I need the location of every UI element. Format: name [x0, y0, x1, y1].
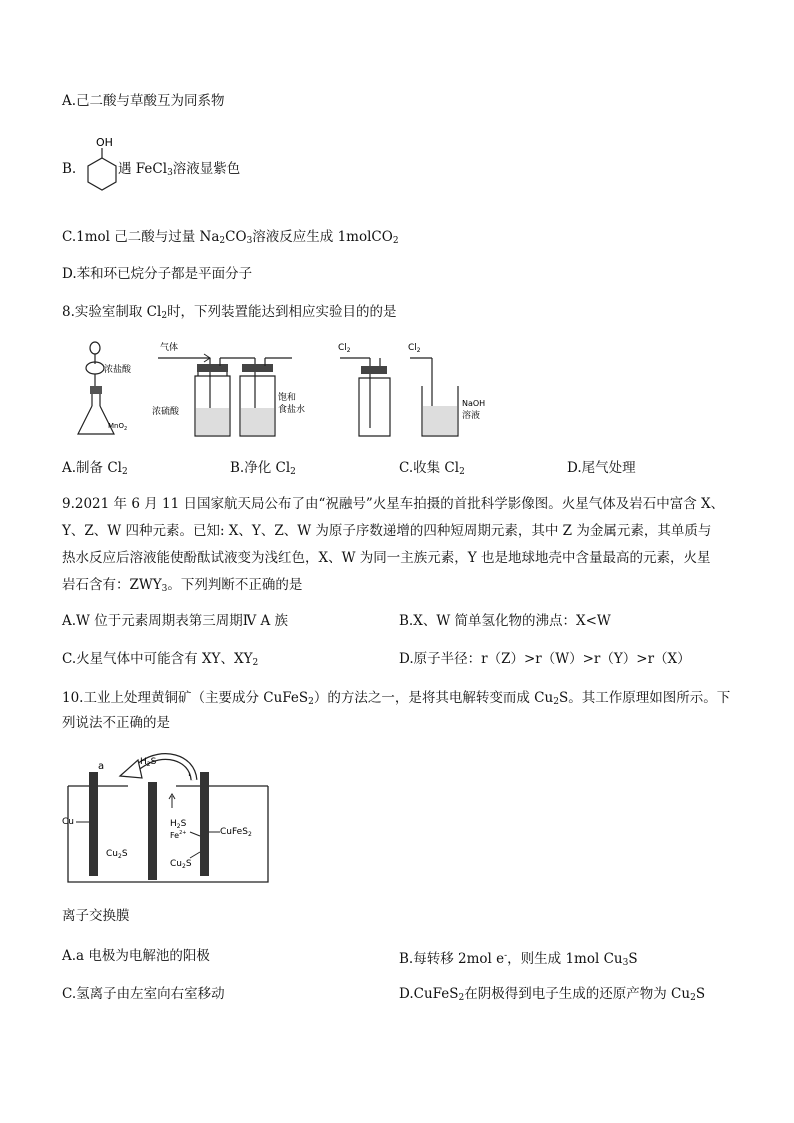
ion-exchange-membrane	[148, 782, 157, 880]
conc-hcl-label: 浓盐酸	[104, 365, 132, 375]
q10-option-a: A.a 电极为电解池的阳极	[62, 948, 210, 964]
electrode-b	[200, 772, 209, 876]
cu2s-left-label: $Cu_2S$	[106, 849, 128, 860]
q9-stem-line-3: 热水反应后溶液能使酚酞试液变为浅红色，X、W 为同一主族元素，Y 也是地球地壳中含量最高的元素，火星	[62, 550, 711, 566]
q10-membrane-caption: 离子交换膜	[62, 908, 130, 924]
q7-option-b: B.	[62, 161, 77, 177]
gas-washing-bottles	[152, 341, 305, 436]
q10-option-d: D.CuFeS$_2$在阴极得到电子生成的还原产物为 $Cu_2S$	[399, 986, 706, 1003]
cl2-label-1: $Cl_2$	[338, 343, 351, 354]
q9-stem-line-4: 岩石含有：$ZWY_3$。下列判断不正确的是	[62, 577, 303, 594]
conc-h2so4-label: 浓硫酸	[152, 407, 180, 417]
oh-label: OH	[96, 136, 113, 149]
electrode-a	[89, 772, 98, 876]
collection-bottle	[338, 343, 390, 436]
cufes2-label: CuFeS$_2$	[220, 827, 252, 838]
brine-label-1: 饱和	[278, 393, 297, 403]
q7-option-d: D.苯和环已烷分子都是平面分子	[62, 266, 253, 282]
q9-stem-line-2: Y、Z、W 四种元素。已知: X、Y、Z、W 为原子序数递增的四种短周期元素，其中 Z 为金属元素，其单质与	[62, 523, 712, 539]
cu-label: Cu	[62, 817, 74, 827]
mno2-label: MnO$_2$	[108, 422, 128, 432]
q10-electrolysis-figure	[62, 752, 282, 888]
cl2-label-2: $Cl_2$	[408, 343, 421, 354]
naoh-beaker	[408, 343, 485, 436]
q8-apparatus-figure	[70, 336, 500, 446]
cu2s-right-label: $Cu_2S$	[170, 859, 192, 870]
q10-stem-line-2: 列说法不正确的是	[62, 715, 170, 731]
h2s-top-label: $H_2S$	[140, 757, 157, 768]
q8-stem: 8.实验室制取 $Cl_2$时，下列装置能达到相应实验目的的是	[62, 304, 397, 321]
q7-option-b-text: 遇 FeCl$_3$溶液显紫色	[118, 161, 241, 178]
q9-option-d: D.原子半径：r（Z）>r（W）>r（Y）>r（X）	[399, 651, 691, 667]
electrode-b-label: b	[188, 768, 195, 779]
q9-stem-line-1: 9.2021 年 6 月 11 日国家航天局公布了由“祝融号”火星车拍摄的首批科学影像图。火星气体及岩石中富含 X、	[62, 496, 725, 512]
q9-option-b: B.X、W 简单氢化物的沸点：X<W	[399, 613, 611, 629]
q7-option-c: C.1mol 己二酸与过量 $Na_2CO_3$溶液反应生成 1molCO$_2$	[62, 229, 399, 246]
naoh-label-1: NaOH	[462, 399, 486, 408]
q9-option-a: A.W 位于元素周期表第三周期Ⅳ A 族	[62, 613, 289, 629]
naoh-label-2: 溶液	[462, 411, 481, 421]
electrode-a-label: a	[98, 761, 105, 772]
q8-option-c: C.收集 $Cl_2$	[399, 460, 465, 477]
chlorine-generator-apparatus	[78, 342, 132, 434]
fe-ion-label: $Fe^{2+}$	[170, 830, 187, 840]
q8-option-d: D.尾气处理	[567, 460, 636, 476]
brine-label-2: 食盐水	[278, 405, 306, 415]
q7-option-a: A.己二酸与草酸互为同系物	[62, 93, 225, 109]
cyclohexanol-structure-figure	[80, 134, 120, 198]
q8-option-a: A.制备 $Cl_2$	[62, 460, 128, 477]
q9-option-c: C.火星气体中可能含有 XY、$XY_2$	[62, 651, 259, 668]
q10-stem-line-1: 10.工业上处理黄铜矿（主要成分 CuFeS$_2$）的方法之一，是将其电解转变而成 $Cu_2S$。其工作原理如图所示。下	[62, 690, 731, 707]
gas-label: 气体	[160, 343, 179, 353]
q10-option-c: C.氢离子由左室向右室移动	[62, 986, 225, 1002]
h2s-mid-label: $H_2S$	[170, 819, 187, 830]
q10-option-b: B.每转移 2mol e-，则生成 1mol $Cu_3S$	[399, 951, 638, 968]
q8-option-b: B.净化 $Cl_2$	[230, 460, 296, 477]
